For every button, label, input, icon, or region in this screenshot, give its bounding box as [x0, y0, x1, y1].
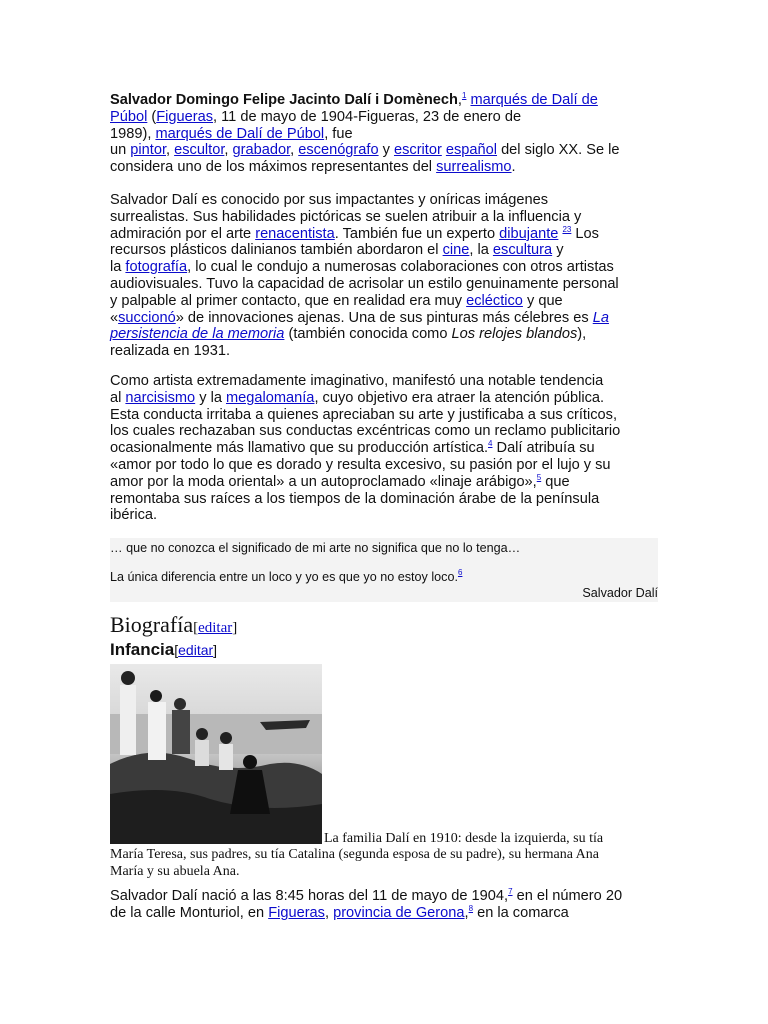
ref-7[interactable]: 7: [508, 887, 513, 896]
link-narcisismo[interactable]: narcisismo: [125, 389, 196, 406]
ref-5[interactable]: 5: [536, 472, 542, 482]
link-marques-2[interactable]: marqués de Dalí de Púbol: [155, 125, 325, 142]
family-photo-image: [110, 664, 322, 844]
link-marques-1[interactable]: marqués de Dalí de: [470, 92, 598, 108]
subsection-heading-infancia: Infancia[editar]: [110, 640, 218, 659]
paragraph-3: Como artista extremadamente imaginativo, manifestó una notable tendencia al narcisismo y la megalomanía, cuyo objetivo era atraer la atención pública. Esta conducta irritaba a quienes apreciaban su arte y justificaba a sus críticos, los cuales rechazaban sus conductas excéntricas como un reclamo publicitario ocasionalmente más llamativo que su producción artística.$^4$ Dalí atribuía su «amor por todo lo que es dorado y resulta excesivo, su pasión por el lujo y su amor por la moda oriental» a un autoproclamado «linaje arábigo»,$^5$ que remontaba sus raíces a los tiempos de la dominación árabe de la península ibérica.: [110, 373, 621, 524]
quote-author: Salvador Dalí: [582, 586, 658, 600]
quote-line-1: … que no conozca el significado de mi arte no significa que no lo tenga…: [110, 541, 521, 555]
quote-line-2: La única diferencia entre un loco y yo es que yo no estoy loco.$^6$: [110, 568, 463, 584]
family-photo: [110, 664, 322, 844]
link-megalomania[interactable]: megalomanía: [226, 389, 315, 406]
section-heading-biografia: Biografía[editar]: [110, 612, 238, 637]
edit-biografia-link[interactable]: editar: [198, 620, 233, 636]
ref-23[interactable]: 23: [562, 224, 572, 234]
link-surrealismo[interactable]: surrealismo: [436, 159, 512, 176]
photo-caption: La familia Dalí en 1910: desde la izquierda, su tía María Teresa, sus padres, su tía Catalina (segunda esposa de su padre), su hermana Ana María y su abuela Ana.: [110, 831, 604, 879]
intro-paragraph: Salvador Domingo Felipe Jacinto Dalí i Domènech,$^1$ marqués de Dalí de Púbol (Figueras, 11 de mayo de 1904-Figueras, 23 de enero de 1989), marqués de Dalí de Púbol, fue un pintor, escultor, grabador, escenógrafo y escritor español del siglo XX. Se le considera uno de los máximos representantes del surrealismo.: [110, 91, 620, 176]
link-persistencia-2[interactable]: persistencia de la memoria: [110, 326, 285, 343]
link-fotografia[interactable]: fotografía: [125, 259, 188, 276]
ref-6[interactable]: 6: [457, 568, 463, 577]
edit-infancia-link[interactable]: editar: [178, 642, 214, 658]
link-succiono[interactable]: succionó: [118, 309, 176, 326]
link-escultura[interactable]: escultura: [492, 242, 553, 259]
paragraph-2: Salvador Dalí es conocido por sus impactantes y oníricas imágenes surrealistas. Sus habilidades pictóricas se suelen atribuir a la influencia y admiración por el arte renacentista. También fue un experto dibujante $^{23}$ Los recursos plásticos dalinianos también abordaron el cine, la escultura y la fotografía, lo cual le condujo a numerosas colaboraciones con otros artistas audiovisuales. Tuvo la capacidad de acrisolar un estilo genuinamente personal y palpable al primer contacto, que en realidad era muy ecléctico y que «succionó» de innovaciones ajenas. Una de sus pinturas más célebres es La persistencia de la memoria (también conocida como Los relojes blandos), realizada en 1931.: [110, 192, 619, 360]
link-pintor[interactable]: pintor: [130, 142, 166, 159]
link-pubol[interactable]: Púbol: [110, 108, 148, 125]
link-eclectico[interactable]: ecléctico: [466, 292, 523, 309]
link-espanol[interactable]: español: [445, 142, 498, 159]
link-escultor[interactable]: escultor: [174, 142, 225, 159]
quote-box: [110, 538, 658, 602]
link-dibujante[interactable]: dibujante: [499, 225, 559, 242]
link-renacentista[interactable]: renacentista: [255, 225, 335, 242]
link-cine[interactable]: cine: [442, 242, 470, 259]
link-figueras-2[interactable]: Figueras: [268, 904, 325, 921]
ref-4[interactable]: 4: [488, 439, 493, 449]
link-persistencia-1[interactable]: La: [592, 309, 609, 326]
link-provincia-gerona[interactable]: provincia de Gerona: [333, 904, 465, 921]
link-escritor[interactable]: escritor: [393, 142, 442, 159]
paragraph-4: Salvador Dalí nació a las 8:45 horas del 11 de mayo de 1904,$^7$ en el número 20 de la calle Monturiol, en Figueras, provincia de Gerona,$^8$ en la comarca: [110, 887, 623, 921]
link-grabador[interactable]: grabador: [232, 142, 291, 159]
link-escenografo[interactable]: escenógrafo: [298, 142, 379, 159]
article-subject-name: Salvador Domingo Felipe Jacinto Dalí i Domènech: [110, 92, 458, 108]
link-figueras[interactable]: Figueras: [156, 108, 214, 125]
ref-1[interactable]: 1: [461, 91, 467, 100]
ref-8[interactable]: 8: [468, 903, 474, 913]
